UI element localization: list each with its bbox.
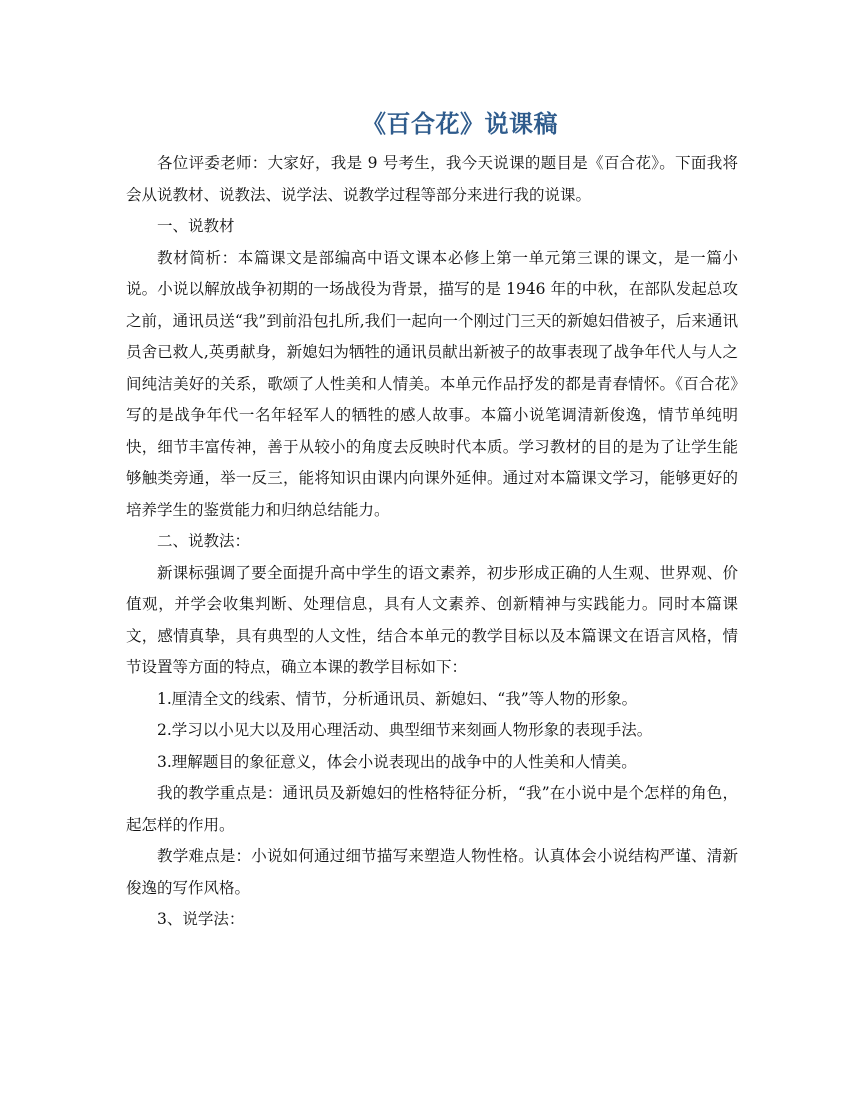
section-heading-teaching-method: 二、说教法：	[157, 532, 251, 550]
difficult-points-paragraph: 教学难点是：小说如何通过细节描写来塑造人物性格。认真体会小说结构严谨、清新俊逸的写作风格。	[126, 847, 738, 897]
teaching-method-paragraph: 新课标强调了要全面提升高中学生的语文素养，初步形成正确的人生观、世界观、价值观，并学会收集判断、处理信息，具有人文素养、创新精神与实践能力。同时本篇课文，感情真挚，具有典型的人文性，结合本单元的教学目标以及本篇课文在语言风格，情节设置等方面的特点，确立本课的教学目标如下：	[126, 563, 738, 676]
intro-paragraph: 各位评委老师：大家好，我是 9 号考生，我今天说课的题目是《百合花》。下面我将会从说教材、说教法、说学法、说教学过程等部分来进行我的说课。	[126, 154, 738, 204]
key-points-paragraph: 我的教学重点是：通讯员及新媳妇的性格特征分析，“我”在小说中是个怎样的角色，起怎样的作用。	[126, 784, 738, 834]
objective-item-3: 3.理解题目的象征意义，体会小说表现出的战争中的人性美和人情美。	[157, 752, 637, 771]
section-heading-learning-method: 3、说学法：	[157, 910, 245, 928]
objective-item-1: 1.厘清全文的线索、情节，分析通讯员、新媳妇、“我”等人物的形象。	[157, 689, 638, 708]
section-heading-textbook: 一、说教材	[157, 217, 235, 235]
textbook-analysis-paragraph: 教材简析：本篇课文是部编高中语文课本必修上第一单元第三课的课文，是一篇小说。小说以解放战争初期的一场战役为背景，描写的是 1946 年的中秋，在部队发起总攻之前，通讯员送“我”到前沿包扎所,我们一起向一个刚过门三天的新媳妇借被子，后来通讯员舍已救人,英勇献身，新媳妇为牺牲的通讯员献出新被子的故事表现了战争年代人与人之间纯洁美好的关系，歌颂了人性美和人情美。本单元作品抒发的都是青春情怀。《百合花》写的是战争年代一名年轻军人的牺牲的感人故事。本篇小说笔调清新俊逸，情节单纯明快，细节丰富传神，善于从较小的角度去反映时代本质。学习教材的目的是为了让学生能够触类旁通，举一反三，能将知识由课内向课外延伸。通过对本篇课文学习，能够更好的培养学生的鉴赏能力和归纳总结能力。	[126, 248, 738, 519]
objective-item-2: 2.学习以小见大以及用心理活动、典型细节来刻画人物形象的表现手法。	[157, 721, 653, 739]
document-body	[126, 148, 738, 936]
document-title: 《百合花》说课稿	[362, 109, 558, 138]
